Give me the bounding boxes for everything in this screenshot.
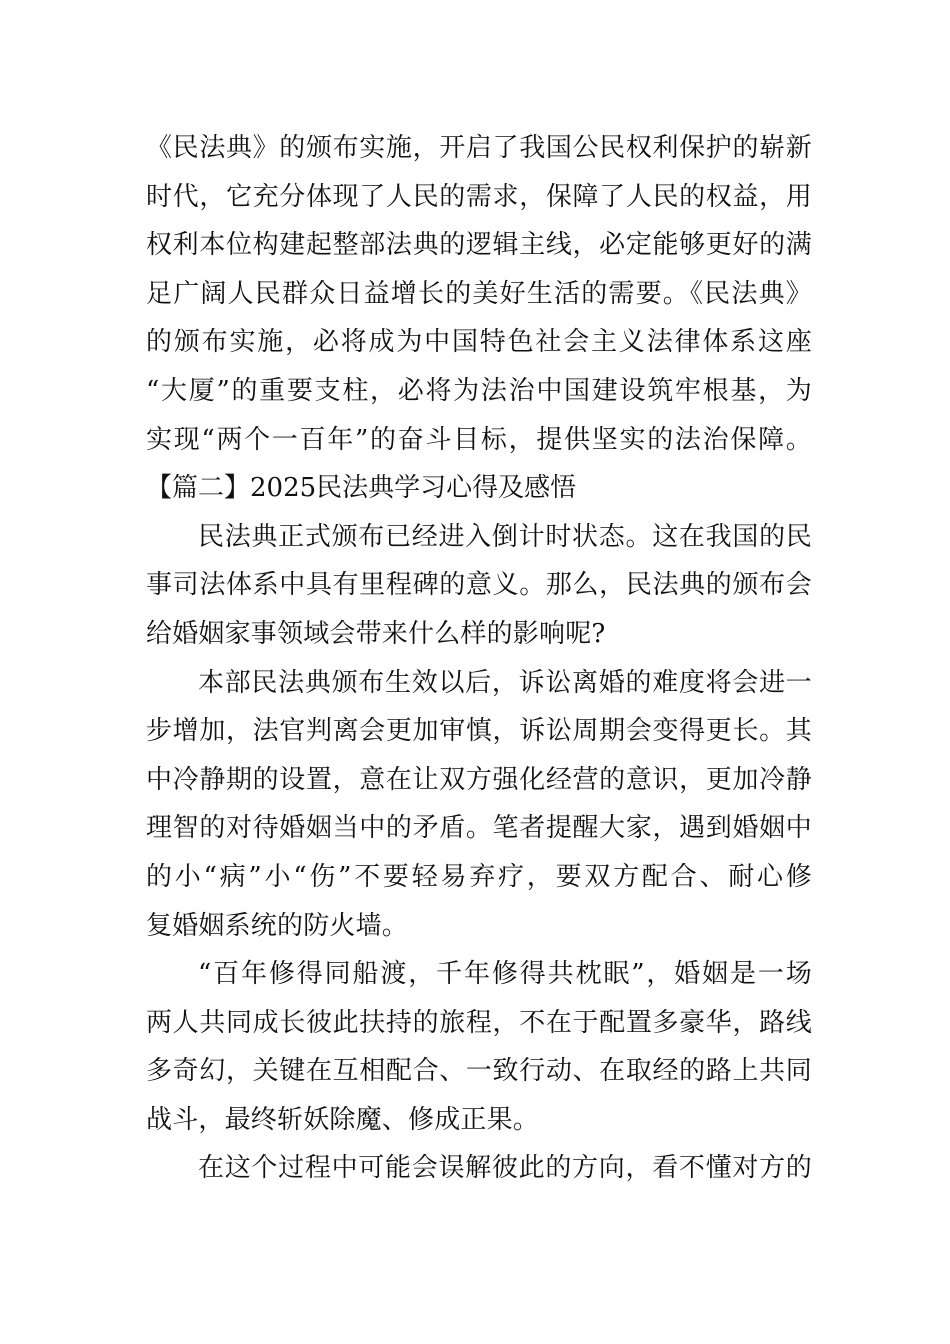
paragraph-line: 权利本位构建起整部法典的逻辑主线，必定能够更好的满 <box>146 230 812 261</box>
section-heading: 【篇二】2025民法典学习心得及感悟 <box>146 473 577 504</box>
paragraph-line: 事司法体系中具有里程碑的意义。那么，民法典的颁布会 <box>146 570 812 601</box>
paragraph-line: “大厦”的重要支柱，必将为法治中国建设筑牢根基，为 <box>146 375 812 406</box>
document-body <box>146 124 812 1193</box>
paragraph-line: 在这个过程中可能会误解彼此的方向，看不懂对方的 <box>198 1153 812 1184</box>
paragraph-line: 足广阔人民群众日益增长的美好生活的需要。《民法典》 <box>146 278 812 309</box>
paragraph-5 <box>146 1144 812 1193</box>
paragraph-line: 战斗，最终斩妖除魔、修成正果。 <box>146 1104 540 1135</box>
paragraph-2 <box>146 513 812 659</box>
paragraph-line: 多奇幻，关键在互相配合、一致行动、在取经的路上共同 <box>146 1056 812 1087</box>
paragraph-line: 的小“病”小“伤”不要轻易弃疗，要双方配合、耐心修 <box>146 861 812 892</box>
paragraph-line: 本部民法典颁布生效以后，诉讼离婚的难度将会进一 <box>198 667 812 698</box>
paragraph-line: 《民法典》的颁布实施，开启了我国公民权利保护的崭新 <box>146 133 812 163</box>
paragraph-line: 给婚姻家事领域会带来什么样的影响呢? <box>146 618 606 649</box>
paragraph-line: 理智的对待婚姻当中的矛盾。笔者提醒大家，遇到婚姻中 <box>146 813 812 844</box>
paragraph-line: 步增加，法官判离会更加审慎，诉讼周期会变得更长。其 <box>146 716 812 747</box>
paragraph-line: “百年修得同船渡，千年修得共枕眠”，婚姻是一场 <box>198 959 812 990</box>
paragraph-line: 复婚姻系统的防火墙。 <box>146 910 409 941</box>
paragraph-3 <box>146 659 812 951</box>
paragraph-line: 实现“两个一百年”的奋斗目标，提供坚实的法治保障。 <box>146 424 812 455</box>
paragraph-line: 时代，它充分体现了人民的需求，保障了人民的权益，用 <box>146 181 812 212</box>
paragraph-line: 的颁布实施，必将成为中国特色社会主义法律体系这座 <box>146 327 812 358</box>
paragraph-line: 两人共同成长彼此扶持的旅程，不在于配置多豪华，路线 <box>146 1007 812 1038</box>
paragraph-1 <box>146 124 812 464</box>
paragraph-4 <box>146 950 812 1144</box>
paragraph-line: 民法典正式颁布已经进入倒计时状态。这在我国的民 <box>198 521 812 552</box>
paragraph-line: 中冷静期的设置，意在让双方强化经营的意识，更加冷静 <box>146 764 812 795</box>
